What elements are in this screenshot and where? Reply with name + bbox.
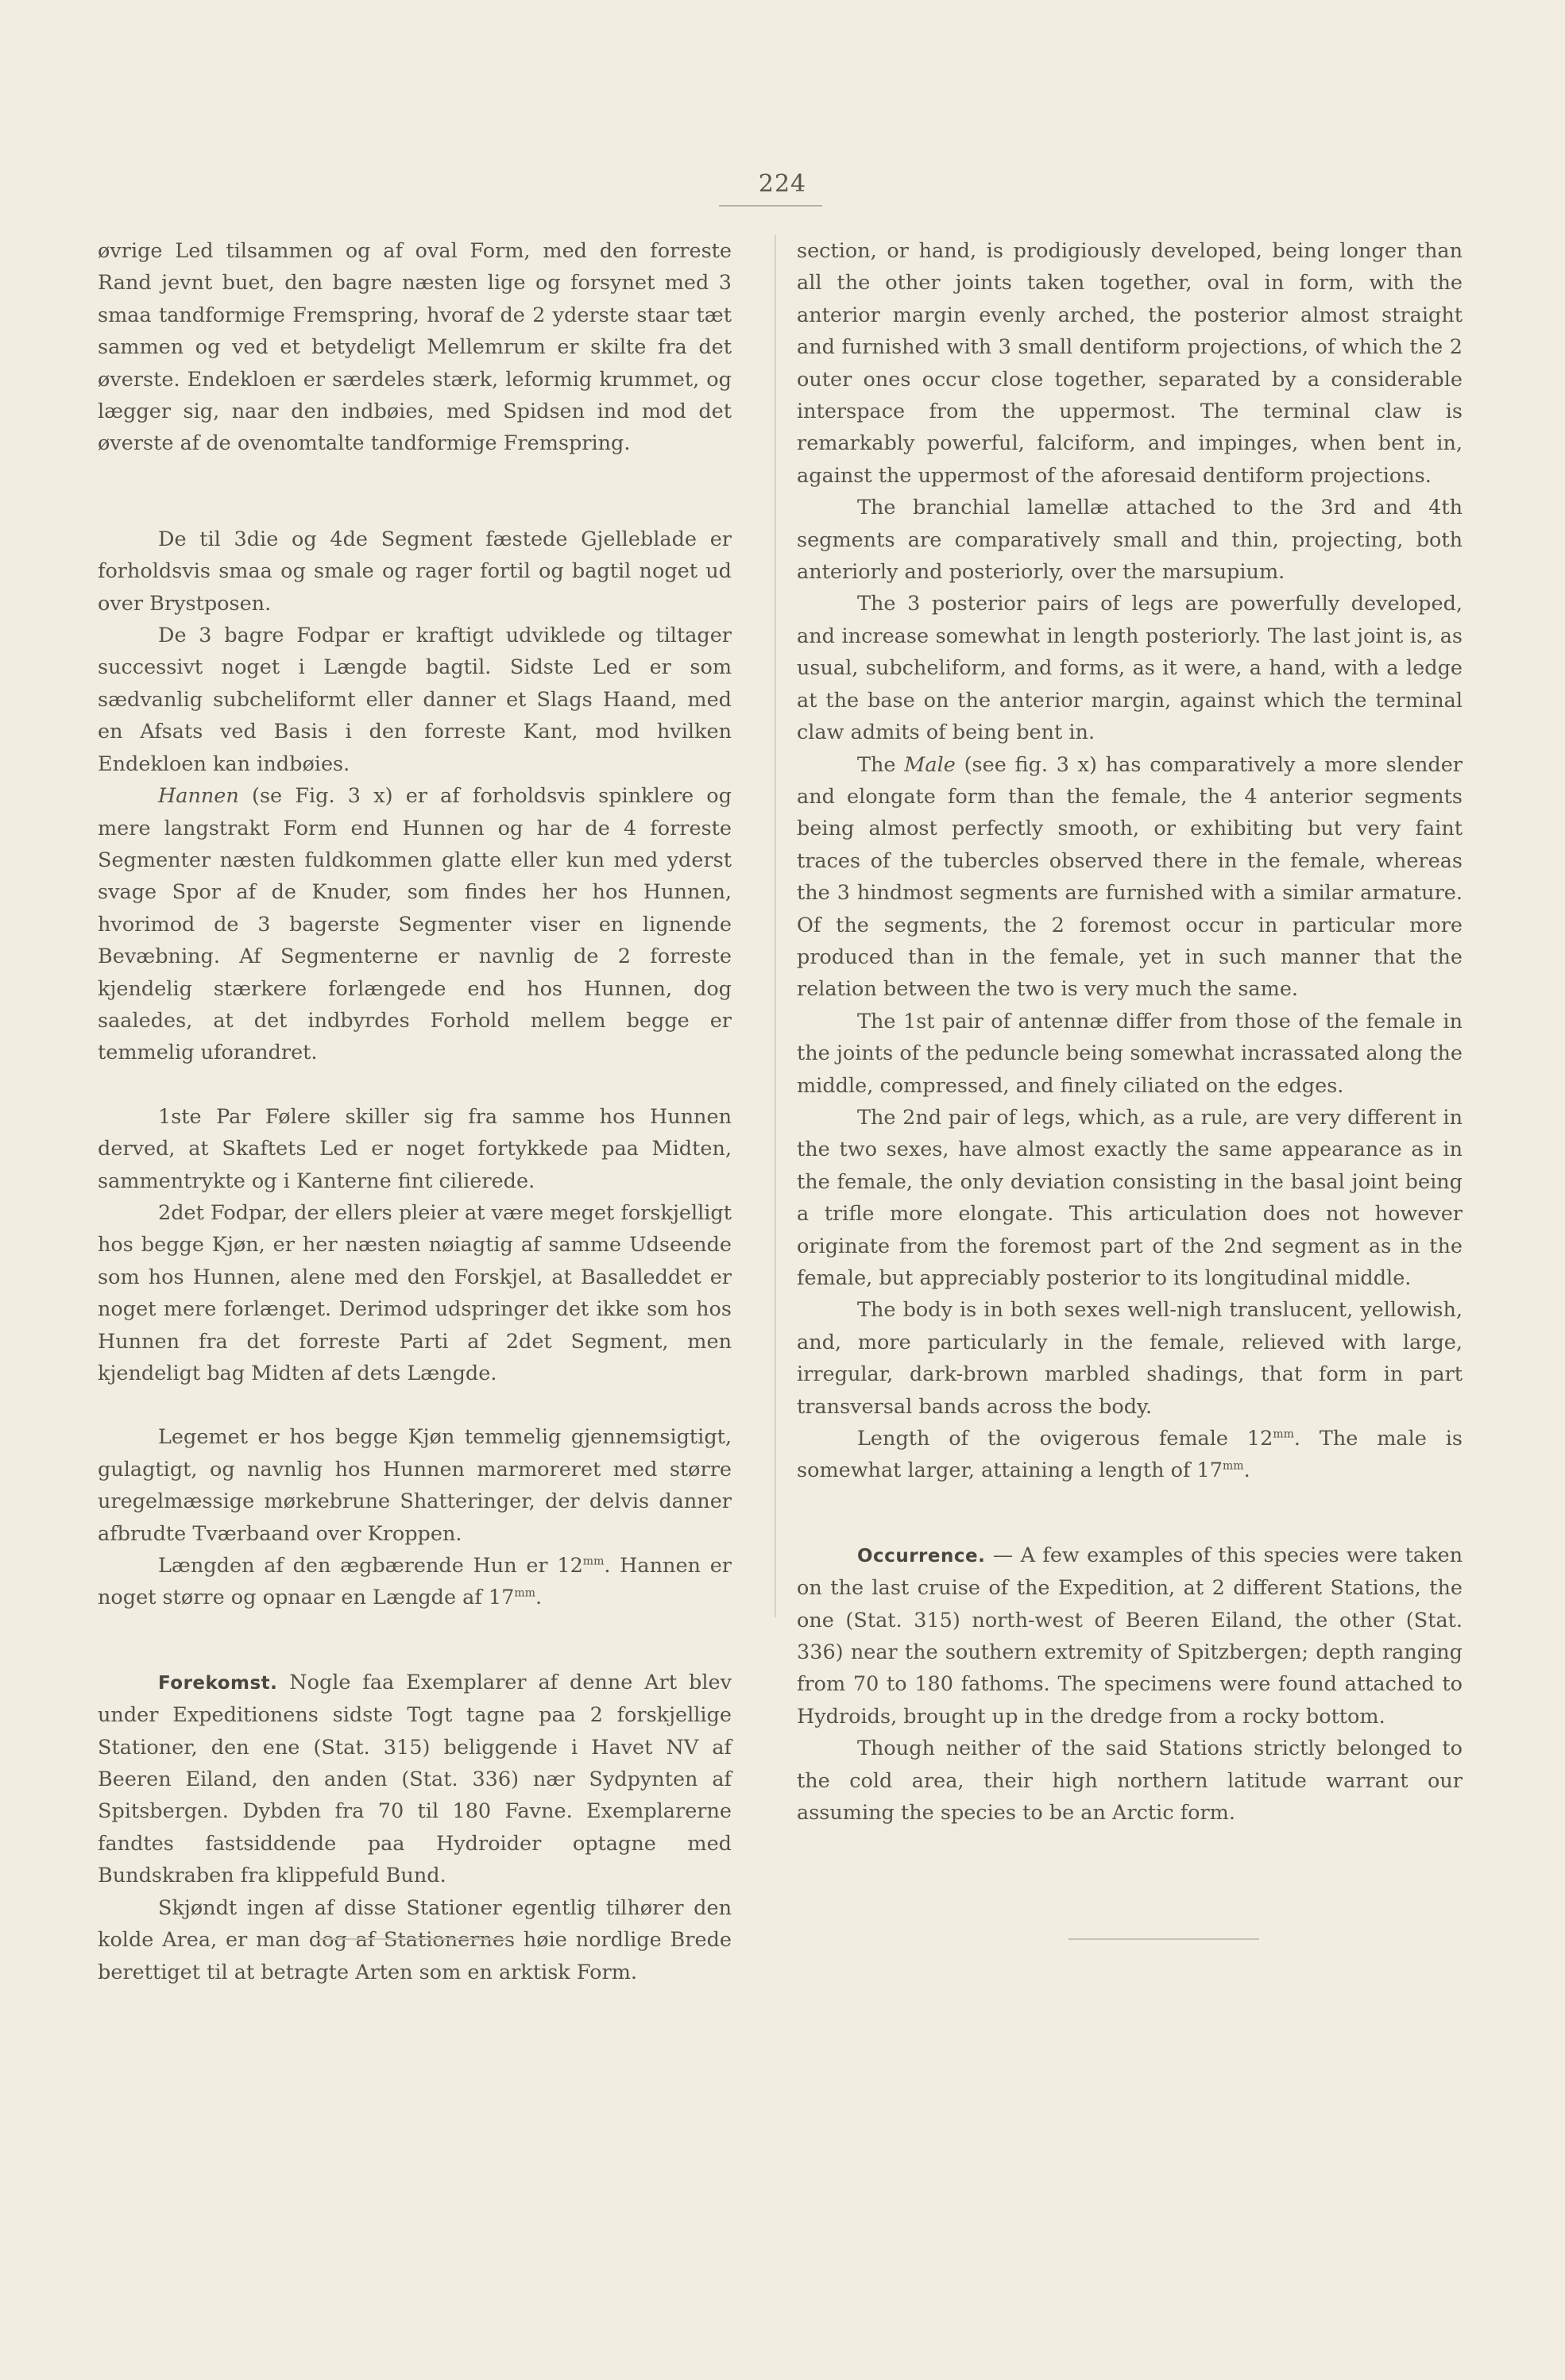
unit: mm xyxy=(514,1586,535,1600)
paragraph xyxy=(797,1423,1463,1487)
paragraph: section, or hand, is prodigiously developed, being longer than all the other joints taken together, oval in form, with the anterior margin evenly arched, the posterior almost straight and furnished with 3 small dentiform projections, of which the 2 outer ones occur close together, separated by a considerable interspace from the uppermost. The terminal claw is remarkably powerful, falciform, and impinges, when bent in, against the uppermost of the aforesaid dentiform projections. xyxy=(797,239,1463,488)
danish-column xyxy=(98,235,732,1988)
paragraph: øvrige Led tilsammen og af oval Form, med den forreste Rand jevnt buet, den bagre næsten lige og forsynet med 3 smaa tandformige Fremspring, hvoraf de 2 yderste staar tæt sammen og ved et betydeligt Mellemrum er skilte fra det øverste. Endekloen er særdeles stærk, leformig krummet, og lægger sig, naar den indbøies, med Spidsen ind mod det øverste af de ovenomtalte tandformige Fremspring. xyxy=(98,239,732,456)
paragraph-text: Nogle faa Exemplarer af denne Art blev under Expeditionens sidste Togt tagne paa 2 forskjellige Stationer, den ene (Stat. 315) beliggende i Havet NV af Beeren Eiland, den anden (Stat. 336) nær Sydpynten af Spitsbergen. Dybden fra 70 til 180 Favne. Exemplarerne fandtes fastsiddende paa Hydroider optagne med Bundskraben fra klippefuld Bund. xyxy=(98,1670,732,1888)
paragraph: 1ste Par Følere skiller sig fra samme hos Hunnen derved, at Skaftets Led er noget fortykkede paa Midten, sammentrykte og i Kanterne fint cilierede. xyxy=(98,1104,732,1193)
unit: mm xyxy=(1273,1428,1294,1441)
paragraph-text: . Hannen er noget større og opnaar en Længde af 17 xyxy=(98,1554,732,1610)
paragraph-text: Længden af den ægbærende Hun er 12 xyxy=(158,1554,583,1578)
paragraph: Though neither of the said Stations strictly belonged to the cold area, their high northern latitude warrant our assuming the species to be an Arctic form. xyxy=(797,1737,1463,1826)
page-number-rule xyxy=(719,205,822,207)
male-term: Hannen xyxy=(158,784,239,809)
end-rule xyxy=(318,1938,508,1940)
column-divider xyxy=(775,235,776,1617)
paragraph: The 1st pair of antennæ differ from those of the female in the joints of the peduncle being somewhat incrassated along the middle, compressed, and finely ciliated on the edges. xyxy=(797,1009,1463,1098)
end-rule xyxy=(1068,1938,1259,1940)
paragraph xyxy=(797,749,1463,1006)
paragraph xyxy=(98,1667,732,1892)
unit: mm xyxy=(582,1555,605,1568)
paragraph-text: (se Fig. 3 x) er af forholdsvis spinklere og mere langstrakt Form end Hunnen og har de 4 forreste Segmenter næsten fuldkommen glatte eller kun med yderst svage Spor af de Knuder, som findes her hos Hunnen, hvorimod de 3 bagerste Segmenter viser en lignende Bevæbning. Af Segmenterne er navnlig de 2 forreste kjendelig stærkere forlængede end hos Hunnen, dog saaledes, at det indbyrdes Forhold mellem begge er temmelig uforandret. xyxy=(98,784,732,1065)
paragraph: De til 3die og 4de Segment fæstede Gjelleblade er forholdsvis smaa og smale og rager fortil og bagtil noget ud over Brystposen. xyxy=(98,527,732,616)
page-number: 224 xyxy=(758,170,807,198)
paragraph xyxy=(98,780,732,1069)
paragraph: 2det Fodpar, der ellers pleier at være meget forskjelligt hos begge Kjøn, er her næsten nøiagtig af samme Udseende som hos Hunnen, alene med den Forskjel, at Basalleddet er noget mere forlænget. Derimod udspringer det ikke som hos Hunnen fra det forreste Parti af 2det Segment, men kjendeligt bag Midten af dets Længde. xyxy=(98,1200,732,1385)
section-heading: Occurrence. xyxy=(857,1545,986,1567)
paragraph: De 3 bagre Fodpar er kraftigt udviklede og tiltager successivt noget i Længde bagtil. Sidste Led er som sædvanlig subcheliformt eller danner et Slags Haand, med en Afsats ved Basis i den forreste Kant, mod hvilken Endekloen kan indbøies. xyxy=(98,624,732,776)
unit: mm xyxy=(1223,1459,1244,1473)
paragraph-text: . xyxy=(1243,1459,1250,1483)
paragraph: The body is in both sexes well-nigh translucent, yellowish, and, more particularly in the female, relieved with large, irregular, dark-brown marbled shadings, that form in part transversal bands across the body. xyxy=(797,1298,1463,1419)
english-column xyxy=(797,235,1463,1829)
paragraph-text: . The male is somewhat larger, attaining a length of 17 xyxy=(797,1427,1463,1483)
paragraph xyxy=(797,1540,1463,1733)
paragraph-text: The xyxy=(857,752,905,777)
paragraph-text: . xyxy=(535,1586,543,1610)
paragraph-text: Length of the ovigerous female 12 xyxy=(857,1427,1273,1451)
paragraph: The branchial lamellæ attached to the 3rd and 4th segments are comparatively small and thin, projecting, both anteriorly and posteriorly, over the marsupium. xyxy=(797,496,1463,585)
paragraph xyxy=(98,1550,732,1614)
male-term: Male xyxy=(904,752,956,777)
paragraph-text: (see fig. 3 x) has comparatively a more slender and elongate form than the female, the 4 anterior segments being almost perfectly smooth, or exhibiting but very faint traces of the tubercles observed there in the female, whereas the 3 hindmost segments are furnished with a similar armature. Of the segments, the 2 foremost occur in particular more produced than in the female, yet in such manner that the relation between the two is very much the same. xyxy=(797,752,1463,1002)
paragraph: The 3 posterior pairs of legs are powerfully developed, and increase somewhat in length posteriorly. The last joint is, as usual, subcheliform, and forms, as it were, a hand, with a ledge at the base on the anterior margin, against which the terminal claw admits of being bent in. xyxy=(797,592,1463,745)
paragraph: The 2nd pair of legs, which, as a rule, are very different in the two sexes, have almost exactly the same appearance as in the female, the only deviation consisting in the basal joint being a trifle more elongate. This articulation does not however originate from the foremost part of the 2nd segment as in the female, but appreciably posterior to its longitudinal middle. xyxy=(797,1105,1463,1290)
paragraph: Skjøndt ingen af disse Stationer egentlig tilhører den kolde Area, er man dog af Stationernes høie nordlige Brede berettiget til at betragte Arten som en arktisk Form. xyxy=(98,1895,732,1984)
paragraph-text: — A few examples of this species were taken on the last cruise of the Expedition, at 2 different Stations, the one (Stat. 315) north-west of Beeren Eiland, the other (Stat. 336) near the southern extremity of Spitzbergen; depth ranging from 70 to 180 fathoms. The specimens were found attached to Hydroids, brought up in the dredge from a rocky bottom. xyxy=(797,1543,1463,1729)
section-heading: Forekomst. xyxy=(158,1672,278,1694)
paragraph: Legemet er hos begge Kjøn temmelig gjennemsigtigt, gulagtigt, og navnlig hos Hunnen marmoreret med større uregelmæssige mørkebrune Shatteringer, der delvis danner afbrudte Tværbaand over Kroppen. xyxy=(98,1425,732,1546)
